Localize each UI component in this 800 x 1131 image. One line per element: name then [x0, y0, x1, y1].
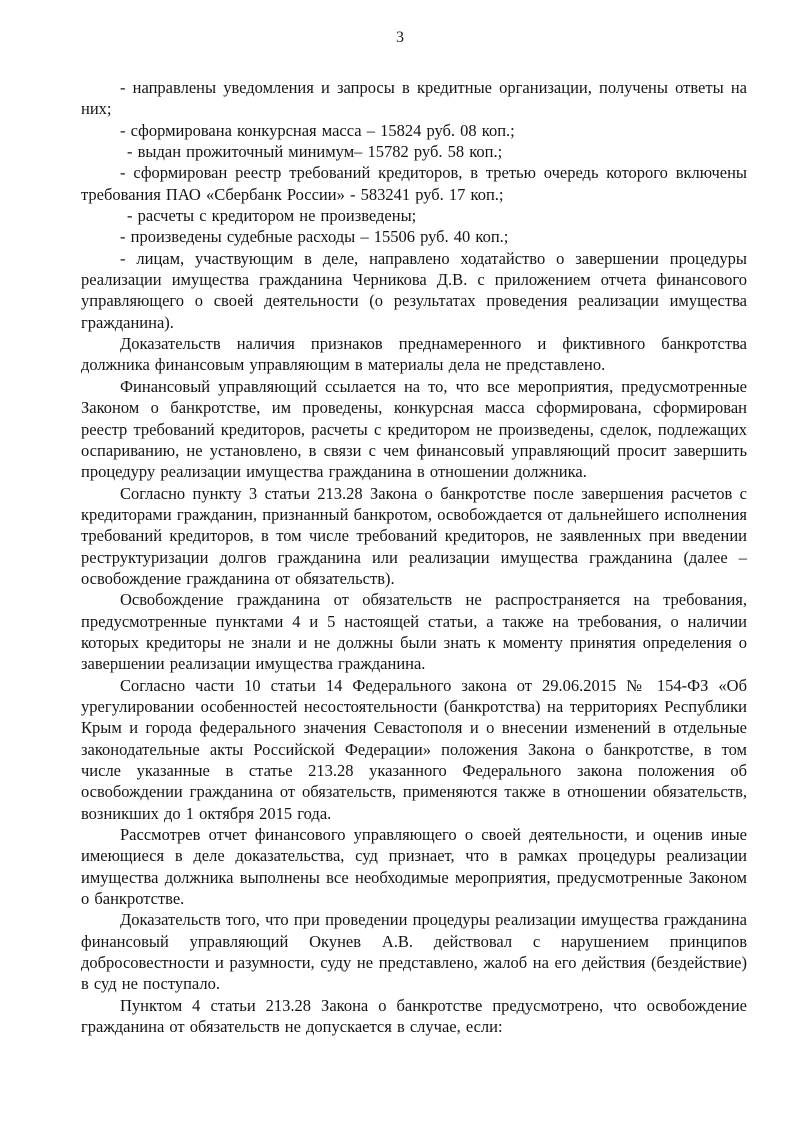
body-paragraph: Финансовый управляющий ссылается на то, что все мероприятия, предусмотренные Законом о банкротстве, им проведены, конкурсная масса сформирована, сформирован реестр требований кредиторов, расчеты с кредитором не произведены, сделок, подлежащих оспариванию, не установлено, в связи с чем финансовый управляющий просит завершить процедуру реализации имущества гражданина в отношении должника. [81, 376, 747, 482]
body-paragraph: Пунктом 4 статьи 213.28 Закона о банкротстве предусмотрено, что освобождение гражданина от обязательств не допускается в случае, если: [81, 995, 747, 1037]
list-item-paragraph: - сформирована конкурсная масса – 15824 руб. 08 коп.; [120, 120, 515, 140]
list-item-paragraph: - расчеты с кредитором не произведены; [127, 206, 417, 226]
body-paragraph: Согласно пункту 3 статьи 213.28 Закона о банкротстве после завершения расчетов с кредиторами гражданин, признанный банкротом, освобождается от дальнейшего исполнения требований кредиторов, в том числе требований кредиторов, не заявленных при введении реструктуризации долгов гражданина или реализации имущества гражданина (далее – освобождение гражданина от обязательств). [81, 483, 747, 588]
list-item-paragraph: - выдан прожиточный минимум– 15782 руб. 58 коп.; [127, 142, 503, 162]
body-paragraph: Доказательств того, что при проведении процедуры реализации имущества гражданина финансовый управляющий Окунев А.В. действовал с нарушением принципов добросовестности и разумности, суду не представлено, жалоб на его действия (бездействие) в суд не поступало. [81, 910, 747, 994]
body-paragraph: Рассмотрев отчет финансового управляющего о своей деятельности, и оценив иные имеющиеся в деле доказательства, суд признает, что в рамках процедуры реализации имущества должника выполнены все необходимые мероприятия, предусмотренные Законом о банкротстве. [81, 825, 747, 909]
page-number: 3 [396, 29, 404, 46]
body-paragraph: Освобождение гражданина от обязательств не распространяется на требования, предусмотренные пунктами 4 и 5 настоящей статьи, а также на требования, о наличии которых кредиторы не знали и не должны были знать к моменту принятия определения о завершении реализации имущества гражданина. [81, 590, 747, 674]
body-paragraph: Согласно части 10 статьи 14 Федерального закона от 29.06.2015 № 154-ФЗ «Об урегулировании особенностей несостоятельности (банкротства) на территориях Республики Крым и города федерального значения Севастополя и о внесении изменений в отдельные законодательные акты Российской Федерации» положения Закона о банкротстве, в том числе указанные в статье 213.28 указанного Федерального закона положения об освобождении гражданина от обязательств, применяются также в отношении обязательств, возникших до 1 октября 2015 года. [81, 675, 747, 823]
body-paragraph: Доказательств наличия признаков преднамеренного и фиктивного банкротства должника финансовым управляющим в материалы дела не представлено. [81, 334, 747, 375]
list-item-paragraph: - направлены уведомления и запросы в кредитные организации, получены ответы на них; [81, 78, 747, 119]
list-item-paragraph: - сформирован реестр требований кредиторов, в третью очередь которого включены требования ПАО «Сбербанк России» - 583241 руб. 17 коп.; [81, 163, 747, 204]
list-item-paragraph: - лицам, участвующим в деле, направлено ходатайство о завершении процедуры реализации имущества гражданина Черникова Д.В. с приложением отчета финансового управляющего о своей деятельности (о результатах проведения реализации имущества гражданина). [81, 248, 747, 332]
list-item-paragraph: - произведены судебные расходы – 15506 руб. 40 коп.; [120, 227, 509, 247]
document-body [81, 77, 747, 1037]
